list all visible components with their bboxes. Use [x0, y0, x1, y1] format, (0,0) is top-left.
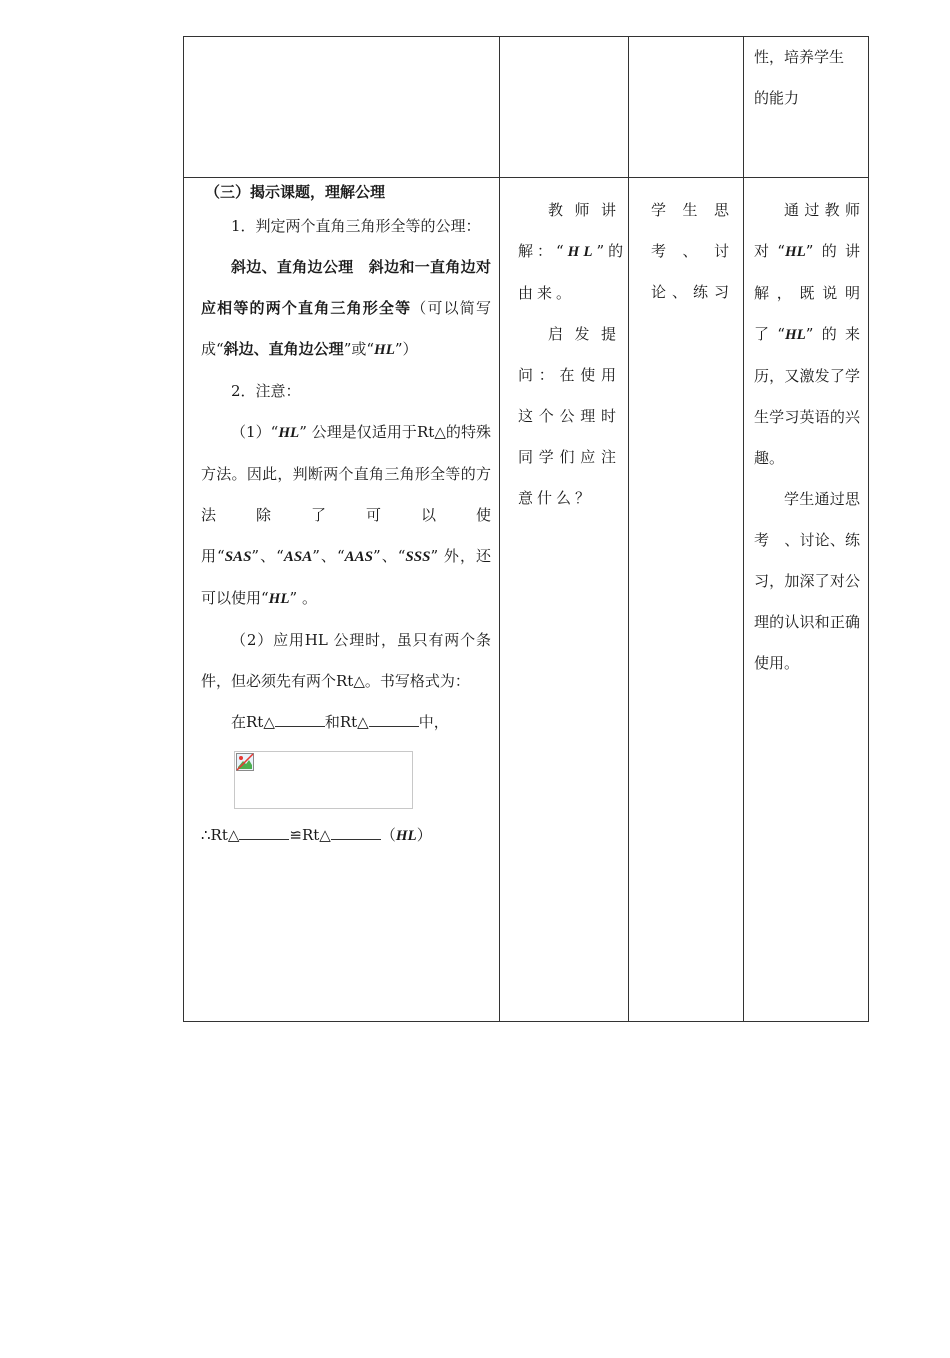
- intent-text: 通过教师对“: [754, 201, 860, 260]
- section-heading: （三）揭示课题，理解公理: [205, 183, 386, 201]
- cell-teacher-empty: [500, 37, 629, 178]
- aas-label: AAS: [344, 549, 373, 565]
- note-2: （2）应用HL 公理时，虽只有两个条件，但必须先有两个Rt△。书写格式为：: [201, 631, 491, 690]
- teacher-text: ”的由来。: [518, 242, 628, 302]
- format-text: 中，: [418, 713, 449, 731]
- blank-line: [369, 710, 419, 727]
- table-row: [184, 178, 869, 1022]
- blank-line: [331, 823, 381, 840]
- hl-label: HL: [268, 591, 290, 607]
- cell-intent: [744, 37, 869, 178]
- intent-text: ”的来历，又激发了学生学习英语的兴趣。: [754, 325, 861, 467]
- format-line-2: [201, 815, 491, 856]
- asa-label: ASA: [283, 549, 313, 565]
- note-1: [201, 412, 491, 620]
- axiom-bold: 斜边、直角边公理 斜边和一直角边对应相等的两个直角三角形全等: [201, 258, 491, 317]
- note-text: ”、“: [251, 547, 284, 565]
- blank-line: [239, 823, 289, 840]
- axiom-statement: [201, 247, 491, 371]
- axiom-text: ”或“: [343, 340, 375, 358]
- note-text: ” 外，还可以使用“: [201, 547, 491, 607]
- note-text: ”、“: [312, 547, 345, 565]
- lesson-plan-table: [183, 36, 869, 1022]
- hl-label: HL: [395, 828, 417, 844]
- note-heading: 2．注意：: [231, 382, 301, 400]
- table-row: [184, 37, 869, 178]
- intent-line: 的能力: [754, 89, 800, 107]
- axiom-text: ”）: [394, 340, 418, 358]
- image-placeholder: [234, 751, 413, 809]
- hl-label: HL: [278, 425, 300, 441]
- hl-label: HL: [567, 244, 597, 260]
- axiom-intro: 1．判定两个直角三角形全等的公理：: [231, 217, 481, 235]
- teacher-question: 启发提问：在使用这个公理时同学们应注意什么？: [518, 325, 620, 507]
- format-text: （: [380, 826, 396, 844]
- note-text: ” 公理是仅适用于Rt△的特殊方法。因此，判断两个直角三角形全等的方法除了可以使用“: [201, 423, 491, 565]
- cell-content: [184, 178, 500, 1022]
- note-text: ” 。: [289, 589, 317, 607]
- axiom-short-name: 斜边、直角边公理: [223, 340, 344, 358]
- sss-label: SSS: [405, 549, 431, 565]
- cell-student-activity: [629, 178, 744, 1022]
- hl-label: HL: [374, 342, 395, 358]
- hl-label: HL: [784, 327, 806, 343]
- cell-student-empty: [629, 37, 744, 178]
- format-text: 和Rt△: [324, 713, 369, 731]
- cell-content-empty: [184, 37, 500, 178]
- cell-teacher-activity: [500, 178, 629, 1022]
- format-text: ∴Rt△: [201, 826, 240, 844]
- format-text: 在Rt△: [231, 713, 275, 731]
- blank-line: [275, 710, 325, 727]
- sas-label: SAS: [224, 549, 252, 565]
- axiom-text: （可以简写成“: [201, 299, 491, 358]
- hl-label: HL: [784, 244, 806, 260]
- note-text: ”、“: [372, 547, 406, 565]
- intent-text: ”的讲解，既说明了“: [754, 242, 861, 343]
- teacher-text: 教师讲解：“: [518, 201, 620, 260]
- format-text: ）: [416, 826, 432, 844]
- format-line-1: [201, 702, 491, 743]
- broken-image-icon: [236, 753, 254, 771]
- teacher-explain: [518, 190, 628, 314]
- intent-line: 性，培养学生: [754, 48, 845, 66]
- intent-2: 学生通过思考 、讨论、练习，加深了对公理的认识和正确使用。: [754, 490, 860, 672]
- format-text: ≌Rt△: [289, 826, 331, 844]
- note-text: （1）“: [231, 423, 279, 441]
- student-activity: 学生思考、讨论、练习: [651, 201, 736, 301]
- intent-1: [754, 190, 860, 479]
- cell-design-intent: [744, 178, 869, 1022]
